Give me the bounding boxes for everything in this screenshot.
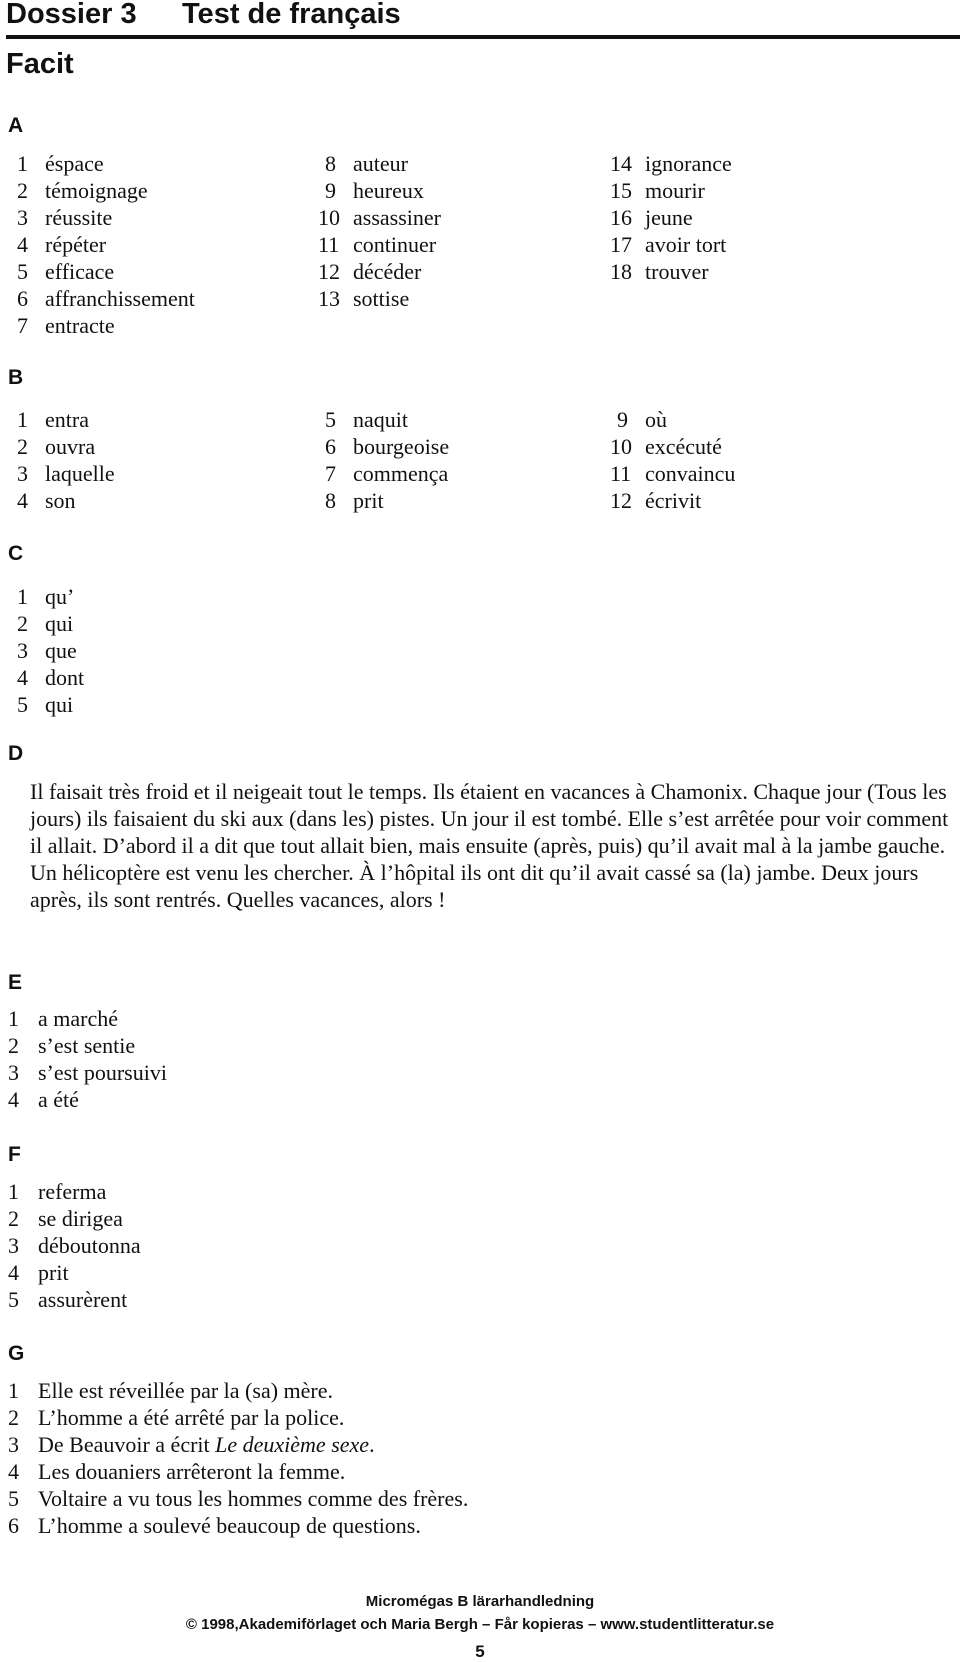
- item-answer-text: naquit: [353, 407, 408, 432]
- item-answer: [336, 460, 448, 487]
- item-answer-text: s’est sentie: [38, 1033, 136, 1058]
- item-answer-title: Le deuxième sexe: [215, 1432, 370, 1457]
- item-number: 6: [8, 1513, 19, 1538]
- item-answer: [628, 433, 722, 460]
- item-number: 14: [610, 151, 632, 176]
- item-number: 13: [318, 286, 340, 311]
- answer-row: [610, 406, 735, 433]
- item-answer-text: convaincu: [645, 461, 736, 486]
- item-answer: [20, 1485, 468, 1512]
- item-answer: [28, 664, 84, 691]
- section-f-letter: F: [8, 1143, 21, 1166]
- item-number: 3: [17, 205, 28, 230]
- item-answer: [628, 406, 667, 433]
- item-answer-text: se dirigea: [38, 1206, 123, 1231]
- item-answer-text: Voltaire a vu tous les hommes comme des frères.: [38, 1486, 469, 1511]
- item-number: 18: [610, 259, 632, 284]
- item-answer: [336, 204, 441, 231]
- answer-row: [610, 204, 732, 231]
- section-d-paragraph: Il faisait très froid et il neigeait tout le temps. Ils étaient en vacances à Chamonix. Chaque jour (Tous les jours) ils faisaient du ski aux (dans les) pistes. Un jour il est tombé. Elle s’est arrêtée pour voir comment il allait. D’abord il a dit que tout allait bien, mais ensuite (après, puis) qu’il avait mal à la jambe gauche. Un hélicoptère est venu les chercher. À l’hôpital ils ont dit qu’il avait cassé sa (la) jambe. Deux jours après, ils sont rentrés. Quelles vacances, alors !: [30, 779, 949, 912]
- item-number: 1: [17, 151, 28, 176]
- item-number: 5: [17, 259, 28, 284]
- item-answer-text: bourgeoise: [353, 434, 450, 459]
- item-answer: [336, 177, 424, 204]
- item-number: 8: [325, 151, 336, 176]
- page-title: [6, 0, 401, 32]
- answer-row: [10, 487, 115, 514]
- answer-row: [318, 177, 441, 204]
- answer-row: [10, 664, 84, 691]
- item-answer: [628, 231, 726, 258]
- item-answer-text: éspace: [45, 151, 104, 176]
- item-answer: [336, 150, 408, 177]
- item-answer-text: réussite: [45, 205, 113, 230]
- item-answer-text: L’homme a été arrêté par la police.: [38, 1405, 345, 1430]
- item-answer: [28, 177, 148, 204]
- item-number: 2: [8, 1033, 19, 1058]
- item-number: 4: [8, 1459, 19, 1484]
- item-number: 6: [17, 286, 28, 311]
- item-answer: [20, 1377, 333, 1404]
- item-answer-text: trouver: [645, 259, 709, 284]
- answer-row: [8, 1032, 167, 1059]
- answer-row: [610, 258, 732, 285]
- item-number: 9: [617, 407, 628, 432]
- page-number: 5: [475, 1642, 485, 1661]
- answer-row: [8, 1404, 468, 1431]
- item-number: 12: [610, 488, 632, 513]
- answer-row: [8, 1205, 141, 1232]
- answer-row: [8, 1259, 141, 1286]
- item-answer-text: assassiner: [353, 205, 441, 230]
- item-answer: [28, 312, 115, 339]
- item-number: 17: [610, 232, 632, 257]
- item-answer-text: avoir tort: [645, 232, 727, 257]
- item-number: 7: [325, 461, 336, 486]
- item-answer: [28, 285, 195, 312]
- item-answer-text: prit: [353, 488, 384, 513]
- answer-row: [318, 231, 441, 258]
- item-number: 10: [610, 434, 632, 459]
- answer-row: [8, 1178, 141, 1205]
- section-e-letter: E: [8, 971, 23, 994]
- item-answer: [28, 691, 73, 718]
- answer-row: [10, 406, 115, 433]
- answer-row: [8, 1005, 167, 1032]
- item-answer-text: son: [45, 488, 76, 513]
- item-answer-text: laquelle: [45, 461, 115, 486]
- item-answer-text: dont: [45, 665, 85, 690]
- answer-row: [610, 433, 735, 460]
- item-answer-text: ignorance: [645, 151, 732, 176]
- item-answer-text: décéder: [353, 259, 422, 284]
- item-answer: [28, 637, 77, 664]
- answer-row: [318, 433, 449, 460]
- item-number: 8: [325, 488, 336, 513]
- item-number: 1: [17, 584, 28, 609]
- item-answer: [20, 1286, 127, 1313]
- item-answer: [28, 610, 73, 637]
- answer-row: [10, 177, 195, 204]
- section-c-letter: C: [8, 542, 24, 565]
- item-number: 5: [8, 1486, 19, 1511]
- item-number: 10: [318, 205, 340, 230]
- item-answer-text: où: [645, 407, 667, 432]
- answer-row: [8, 1458, 468, 1485]
- item-answer: [336, 258, 421, 285]
- answer-row: [10, 433, 115, 460]
- answer-row: [610, 487, 735, 514]
- item-answer-text: excécuté: [645, 434, 722, 459]
- header-rule: [6, 35, 960, 39]
- item-number: 5: [8, 1287, 19, 1312]
- answer-row: [10, 312, 195, 339]
- item-answer: [20, 1032, 135, 1059]
- item-number: 4: [8, 1087, 19, 1112]
- answer-row: [610, 177, 732, 204]
- answer-row: [10, 460, 115, 487]
- dossier-label: Dossier 3: [6, 0, 137, 30]
- item-answer: [20, 1178, 106, 1205]
- item-answer-text: referma: [38, 1179, 107, 1204]
- item-number: 2: [17, 178, 28, 203]
- item-answer: [28, 433, 95, 460]
- item-number: 9: [325, 178, 336, 203]
- item-number: 2: [8, 1405, 19, 1430]
- item-answer-text: entra: [45, 407, 89, 432]
- item-answer-text: affranchissement: [45, 286, 195, 311]
- item-number: 2: [17, 611, 28, 636]
- item-number: 7: [17, 313, 28, 338]
- item-number: 4: [17, 665, 28, 690]
- item-answer: [336, 406, 408, 433]
- answer-row: [8, 1512, 468, 1539]
- item-answer: [28, 406, 89, 433]
- answer-row: [8, 1086, 167, 1113]
- section-b-column-2: [318, 406, 449, 514]
- item-number: 4: [17, 488, 28, 513]
- facit-heading: Facit: [6, 48, 74, 80]
- answer-row: [318, 285, 441, 312]
- item-answer-text: auteur: [353, 151, 408, 176]
- item-number: 4: [8, 1260, 19, 1285]
- item-answer-text: efficace: [45, 259, 115, 284]
- answer-row: [610, 150, 732, 177]
- item-answer: [20, 1086, 79, 1113]
- item-number: 11: [610, 461, 632, 486]
- item-answer-text: témoignage: [45, 178, 148, 203]
- item-answer-text: Les douaniers arrêteront la femme.: [38, 1459, 346, 1484]
- item-answer-text: heureux: [353, 178, 424, 203]
- answer-row: [318, 258, 441, 285]
- item-number: 3: [8, 1060, 19, 1085]
- item-answer-text: s’est poursuivi: [38, 1060, 167, 1085]
- answer-row: [8, 1485, 468, 1512]
- item-answer: [20, 1458, 345, 1485]
- section-g-letter: G: [8, 1342, 25, 1365]
- item-answer-text: qu’: [45, 584, 75, 609]
- footer-copyright: © 1998,Akademiförlaget och Maria Bergh – Får kopieras – www.studentlitteratur.se: [185, 1616, 775, 1633]
- section-g-list: [8, 1377, 468, 1539]
- answer-row: [8, 1059, 167, 1086]
- footer-book-title: Micromégas B lärarhandledning: [365, 1593, 595, 1610]
- item-answer-text: L’homme a soulevé beaucoup de questions.: [38, 1513, 421, 1538]
- test-title: Test de français: [182, 0, 401, 30]
- item-answer: [28, 150, 104, 177]
- section-f-list: [8, 1178, 141, 1313]
- item-answer-text: qui: [45, 611, 74, 636]
- item-number: 1: [8, 1179, 19, 1204]
- item-answer: [20, 1205, 123, 1232]
- page-header: [6, 0, 954, 38]
- item-answer: [20, 1431, 375, 1458]
- item-answer: [20, 1512, 421, 1539]
- item-answer-text: mourir: [645, 178, 705, 203]
- answer-row: [318, 204, 441, 231]
- item-answer: [20, 1404, 344, 1431]
- item-number: 3: [8, 1432, 19, 1457]
- item-answer: [28, 231, 106, 258]
- answer-row: [610, 231, 732, 258]
- item-number: 2: [8, 1206, 19, 1231]
- section-c-list: [10, 583, 84, 718]
- section-b-column-3: [610, 406, 735, 514]
- answer-row: [318, 150, 441, 177]
- item-answer-text: prit: [38, 1260, 69, 1285]
- item-answer: [628, 177, 705, 204]
- answer-row: [318, 487, 449, 514]
- item-answer: [20, 1005, 118, 1032]
- item-answer: [28, 487, 76, 514]
- item-answer: [336, 231, 436, 258]
- item-answer: [336, 433, 449, 460]
- item-number: 4: [17, 232, 28, 257]
- item-answer: [20, 1059, 167, 1086]
- answer-row: [10, 285, 195, 312]
- item-answer: [628, 460, 735, 487]
- item-answer: [336, 285, 409, 312]
- answer-row: [8, 1377, 468, 1404]
- answer-row: [10, 583, 84, 610]
- item-number: 5: [17, 692, 28, 717]
- item-answer-text: déboutonna: [38, 1233, 141, 1258]
- item-answer-text: a été: [38, 1087, 79, 1112]
- section-a-column-3: [610, 150, 732, 285]
- item-answer: [28, 583, 74, 610]
- item-answer-text: que: [45, 638, 77, 663]
- item-answer: [628, 258, 709, 285]
- answer-row: [10, 231, 195, 258]
- item-answer: [628, 150, 732, 177]
- section-b-letter: B: [8, 366, 24, 389]
- item-number: 15: [610, 178, 632, 203]
- answer-row: [8, 1431, 468, 1458]
- item-answer-text: continuer: [353, 232, 437, 257]
- item-number: 1: [8, 1006, 19, 1031]
- item-number: 3: [8, 1233, 19, 1258]
- answer-row: [10, 258, 195, 285]
- answer-row: [10, 637, 84, 664]
- answer-row: [10, 204, 195, 231]
- item-answer-text: entracte: [45, 313, 115, 338]
- item-answer-text: écrivit: [645, 488, 702, 513]
- answer-row: [610, 460, 735, 487]
- answer-row: [318, 406, 449, 433]
- item-answer-text: commença: [353, 461, 449, 486]
- item-number: 11: [318, 232, 340, 257]
- section-a-column-1: [10, 150, 195, 339]
- item-answer: [28, 258, 114, 285]
- answer-row: [10, 150, 195, 177]
- item-answer: [628, 204, 693, 231]
- answer-row: [8, 1286, 141, 1313]
- item-answer: [628, 487, 701, 514]
- item-answer-text: Elle est réveillée par la (sa) mère.: [38, 1378, 334, 1403]
- item-answer-text: qui: [45, 692, 74, 717]
- item-answer-end: .: [369, 1432, 375, 1457]
- section-d-letter: D: [8, 742, 24, 765]
- item-number: 1: [17, 407, 28, 432]
- item-number: 1: [8, 1378, 19, 1403]
- item-answer-text: a marché: [38, 1006, 118, 1031]
- item-answer: [28, 460, 115, 487]
- item-number: 6: [325, 434, 336, 459]
- item-answer-text: jeune: [645, 205, 693, 230]
- section-a-letter: A: [8, 114, 24, 137]
- item-number: 12: [318, 259, 340, 284]
- item-answer-text: ouvra: [45, 434, 96, 459]
- item-answer: [28, 204, 112, 231]
- answer-row: [318, 460, 449, 487]
- item-answer-text: répéter: [45, 232, 107, 257]
- item-number: 3: [17, 461, 28, 486]
- section-a-column-2: [318, 150, 441, 312]
- answer-row: [10, 610, 84, 637]
- item-number: 2: [17, 434, 28, 459]
- item-number: 3: [17, 638, 28, 663]
- answer-row: [8, 1232, 141, 1259]
- item-number: 16: [610, 205, 632, 230]
- section-b-column-1: [10, 406, 115, 514]
- item-answer-text: assurèrent: [38, 1287, 128, 1312]
- answer-row: [10, 691, 84, 718]
- item-answer: [20, 1259, 69, 1286]
- item-answer-text: De Beauvoir a écrit: [38, 1432, 216, 1457]
- item-number: 5: [325, 407, 336, 432]
- item-answer: [336, 487, 384, 514]
- item-answer: [20, 1232, 141, 1259]
- section-e-list: [8, 1005, 167, 1113]
- item-answer-text: sottise: [353, 286, 410, 311]
